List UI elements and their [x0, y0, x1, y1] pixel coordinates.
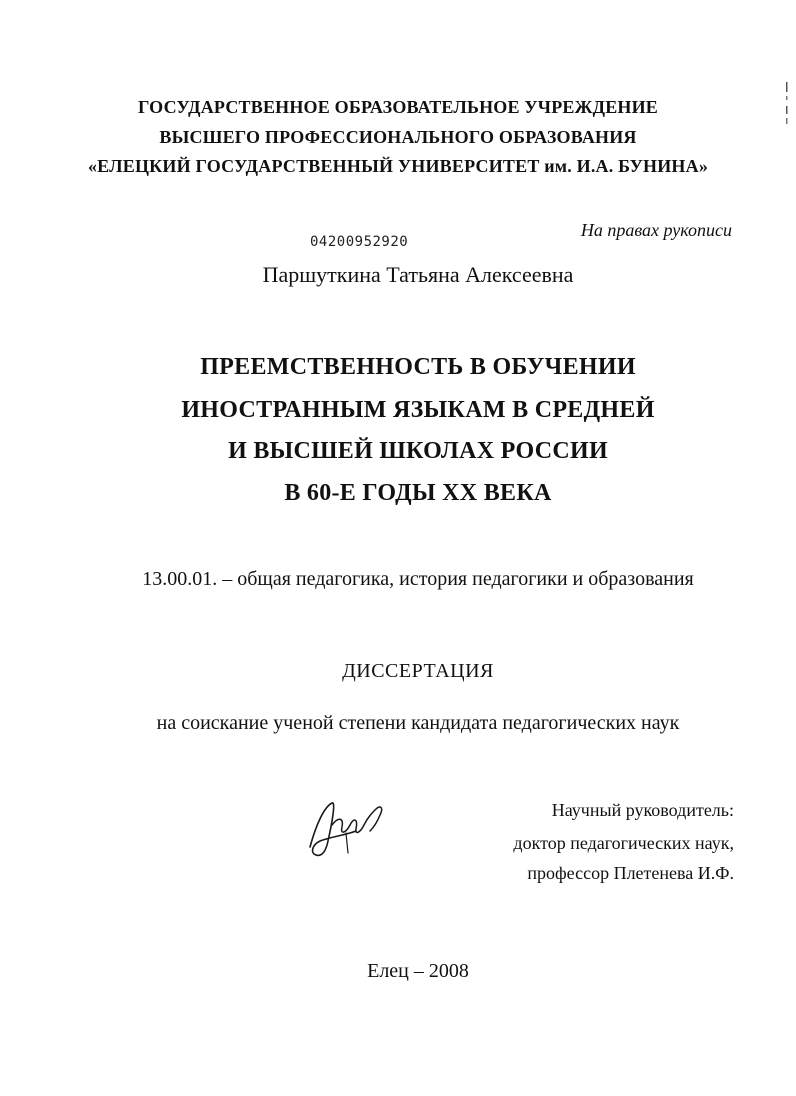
scan-margin-mark [784, 82, 790, 126]
signature-icon [302, 795, 392, 865]
specialty-code: 13.00.01. – общая педагогика, история педагогики и образования [142, 568, 694, 590]
supervisor-degree: доктор педагогических наук, [513, 833, 734, 853]
manuscript-note: На правах рукописи [580, 220, 732, 240]
institution-line-2: ВЫСШЕГО ПРОФЕССИОНАЛЬНОГО ОБРАЗОВАНИЯ [159, 127, 637, 147]
city-year: Елец – 2008 [367, 960, 469, 982]
supervisor-name: профессор Плетенева И.Ф. [527, 863, 734, 883]
thesis-title-line-1: ПРЕЕМСТВЕННОСТЬ В ОБУЧЕНИИ [200, 354, 636, 380]
degree-statement: на соискание ученой степени кандидата педагогических наук [156, 712, 680, 734]
catalog-code: 04200952920 [310, 234, 409, 250]
author-name: Паршуткина Татьяна Алексеевна [262, 262, 574, 287]
document-type: ДИССЕРТАЦИЯ [342, 660, 494, 682]
institution-line-1: ГОСУДАРСТВЕННОЕ ОБРАЗОВАТЕЛЬНОЕ УЧРЕЖДЕНИЕ [137, 97, 659, 117]
supervisor-label: Научный руководитель: [551, 800, 734, 820]
thesis-title-line-2: ИНОСТРАННЫМ ЯЗЫКАМ В СРЕДНЕЙ [181, 397, 655, 423]
institution-line-3: «ЕЛЕЦКИЙ ГОСУДАРСТВЕННЫЙ УНИВЕРСИТЕТ им. И.А. БУНИНА» [87, 156, 709, 176]
thesis-title-line-3: И ВЫСШЕЙ ШКОЛАХ РОССИИ [228, 438, 608, 464]
thesis-title-line-4: В 60-Е ГОДЫ XX ВЕКА [284, 480, 552, 506]
